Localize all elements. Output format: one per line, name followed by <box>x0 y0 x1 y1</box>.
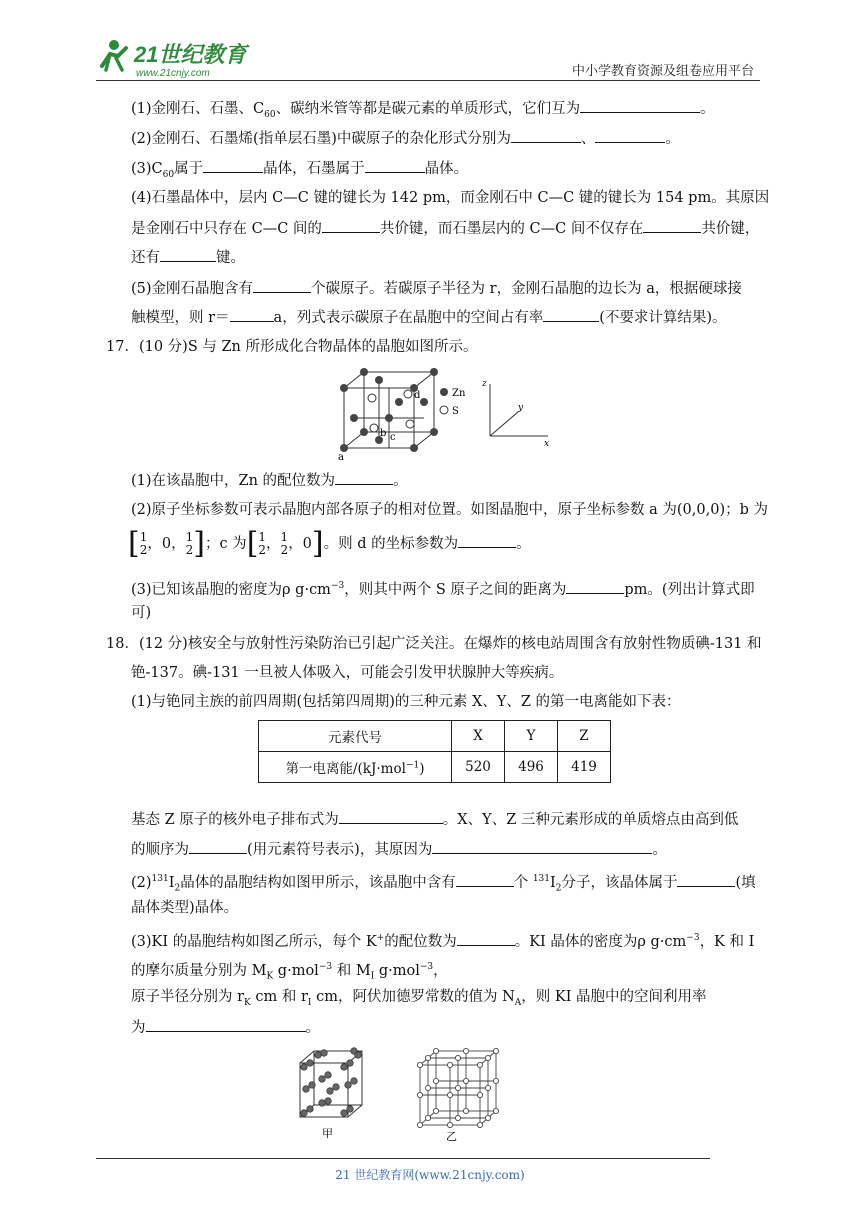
axis-z: z <box>482 379 487 389</box>
table-header-cell: Z <box>558 721 611 752</box>
answer-blank[interactable] <box>457 931 515 946</box>
q18-title-line2: 铯-137。碘-131 一旦被人体吸入，可能会引发甲状腺肿大等疾病。 <box>131 665 564 681</box>
fig-label-yi: 乙 <box>446 1130 457 1143</box>
q16-part1: (1)金刚石、石墨、$C_{60}$、碳纳米管等都是碳元素的单质形式，它们互为 。 <box>131 98 715 125</box>
table-header-row <box>259 721 611 752</box>
table-header-cell: Y <box>505 721 558 752</box>
q18-part3-line3: 原子半径分别为 $r_K$ cm 和 $r_I$ cm，阿伏加德罗常数的值为 $N_A$，则 KI 晶胞中的空间利用率 <box>131 989 707 1008</box>
q17-part2-line1: (2)原子坐标参数可表示晶胞内部各原子的相对位置。如图晶胞中，原子坐标参数 a 为(0,0,0)；b 为 <box>131 502 768 518</box>
table-cell: 520 <box>452 752 505 783</box>
footer-text[interactable]: 21 世纪教育网(www.21cnjy.com) <box>335 1168 525 1182</box>
answer-blank[interactable] <box>432 839 652 854</box>
i2-cell-figure-jia <box>292 1045 372 1145</box>
q17-part3-line2: 可) <box>131 605 152 621</box>
label-b: b <box>380 428 387 439</box>
answer-blank[interactable] <box>146 1017 306 1032</box>
q16-part4-line3: 还有 键。 <box>131 247 245 268</box>
ionization-energy-table <box>258 720 611 783</box>
label-a: a <box>338 452 344 462</box>
q16-part4-line1: (4)石墨晶体中，层内 C—C 键的键长为 142 pm，而金刚石中 C—C 键的键长为 154 pm。其原因 <box>131 190 770 206</box>
answer-blank[interactable] <box>580 98 700 113</box>
answer-blank[interactable] <box>543 307 599 322</box>
answer-blank[interactable] <box>458 533 516 548</box>
q17-part3-line1: (3)已知该晶胞的密度为ρ $g\cdot cm^{-3}$，则其中两个 S 原子之间的距离为 pm。(列出计算式即 <box>131 576 755 600</box>
q18-part2-line1: $(2)^{131}I_2$晶体的晶胞结构如图甲所示，该晶胞中含有 个 $^{131}I_2$分子，该晶体属于 (填 <box>131 869 756 899</box>
footer-divider <box>96 1158 710 1159</box>
label-d: d <box>414 390 421 401</box>
answer-blank[interactable] <box>322 218 380 233</box>
q16-part2: (2)金刚石、石墨烯(指单层石墨)中碳原子的杂化形式分别为 、 。 <box>131 128 680 149</box>
answer-blank[interactable] <box>456 872 514 887</box>
answer-blank[interactable] <box>677 872 735 887</box>
answer-blank[interactable] <box>566 579 624 594</box>
axis-x: x <box>544 439 550 449</box>
answer-blank[interactable] <box>595 128 665 143</box>
q18-after-table-line1: 基态 Z 原子的核外电子排布式为 。X、Y、Z 三种元素形成的单质熔点由高到低 <box>131 809 738 830</box>
answer-blank[interactable] <box>189 839 247 854</box>
q16-part4-line2: 是金刚石中只存在 C—C 间的 共价键，而石墨层内的 C—C 间不仅存在 共价键， <box>131 218 759 239</box>
q17-part1: (1)在该晶胞中，Zn 的配位数为 。 <box>131 470 408 491</box>
platform-name: 中小学教育资源及组卷应用平台 <box>571 64 754 79</box>
logo-url: www.21cnjy.com <box>136 68 210 79</box>
answer-blank[interactable] <box>365 158 425 173</box>
q17-title: 17．(10 分)S 与 Zn 所形成化合物晶体的晶胞如图所示。 <box>106 339 478 355</box>
q16-part5-line2: 触模型，则 r＝ a，列式表示碳原子在晶胞中的空间占有率 (不要求计算结果)。 <box>131 307 727 328</box>
q18-part1: (1)与铯同主族的前四周期(包括第四周期)的三种元素 X、Y、Z 的第一电离能如下表： <box>131 694 681 710</box>
answer-blank[interactable] <box>339 809 443 824</box>
q17-part2-line2: [ 1 2 ，0， 1 2 ]；c 为[ 1 2 ， 1 2 ，0]。则 d 的坐标参数为 。 <box>128 526 531 561</box>
answer-blank[interactable] <box>335 470 393 485</box>
q18-part3-line1: (3)KI 的晶胞结构如图乙所示，每个 K+的配位数为 。KI 晶体的密度为ρ $g\cdot cm^{-3}$，K 和 I <box>131 928 754 952</box>
fig-label-jia: 甲 <box>322 1127 333 1140</box>
q18-title-line1: 18．(12 分)核安全与放射性污染防治已引起广泛关注。在爆炸的核电站周围含有放射性物质碘-131 和 <box>106 636 762 652</box>
legend-s: S <box>452 406 459 417</box>
legend-zn: Zn <box>452 388 466 399</box>
answer-blank[interactable] <box>253 278 311 293</box>
answer-blank[interactable] <box>203 158 263 173</box>
s-legend-icon <box>440 406 448 414</box>
ki-cell-figure-yi <box>412 1045 512 1145</box>
answer-blank[interactable] <box>511 128 581 143</box>
q18-after-table-line2: 的顺序为 (用元素符号表示)，其原因为 。 <box>131 839 667 860</box>
answer-blank[interactable] <box>643 218 701 233</box>
q16-part3: $(3)C_{60}$属于 晶体，石墨属于 晶体。 <box>131 158 468 185</box>
site-logo <box>96 36 266 80</box>
logo-text: 21世纪教育 <box>134 42 247 67</box>
zn-legend-icon <box>440 388 448 396</box>
zns-unit-cell-figure <box>330 366 560 462</box>
q16-part5-line1: (5)金刚石晶胞含有 个碳原子。若碳原子半径为 r，金刚石晶胞的边长为 a，根据硬球接 <box>131 278 742 299</box>
label-c: c <box>390 432 396 443</box>
table-row-label: 第一电离能/(kJ·mol$^{-1}$) <box>259 752 452 783</box>
table-cell: 496 <box>505 752 558 783</box>
runner-icon <box>102 40 126 70</box>
table-header-cell: X <box>452 721 505 752</box>
header-divider <box>96 80 760 81</box>
q18-part3-line4: 为 。 <box>131 1017 320 1038</box>
table-header-cell: 元素代号 <box>259 721 452 752</box>
answer-blank[interactable] <box>230 307 274 322</box>
table-row <box>259 752 611 783</box>
answer-blank[interactable] <box>160 247 216 262</box>
q18-part2-line2: 晶体类型)晶体。 <box>131 900 239 916</box>
axis-y: y <box>518 403 524 413</box>
table-cell: 419 <box>558 752 611 783</box>
q18-part3-line2: 的摩尔质量分别为 $M_K$ g·mol$^{-3}$ 和 $M_I$ g·mol$^{-3}$， <box>131 962 448 982</box>
